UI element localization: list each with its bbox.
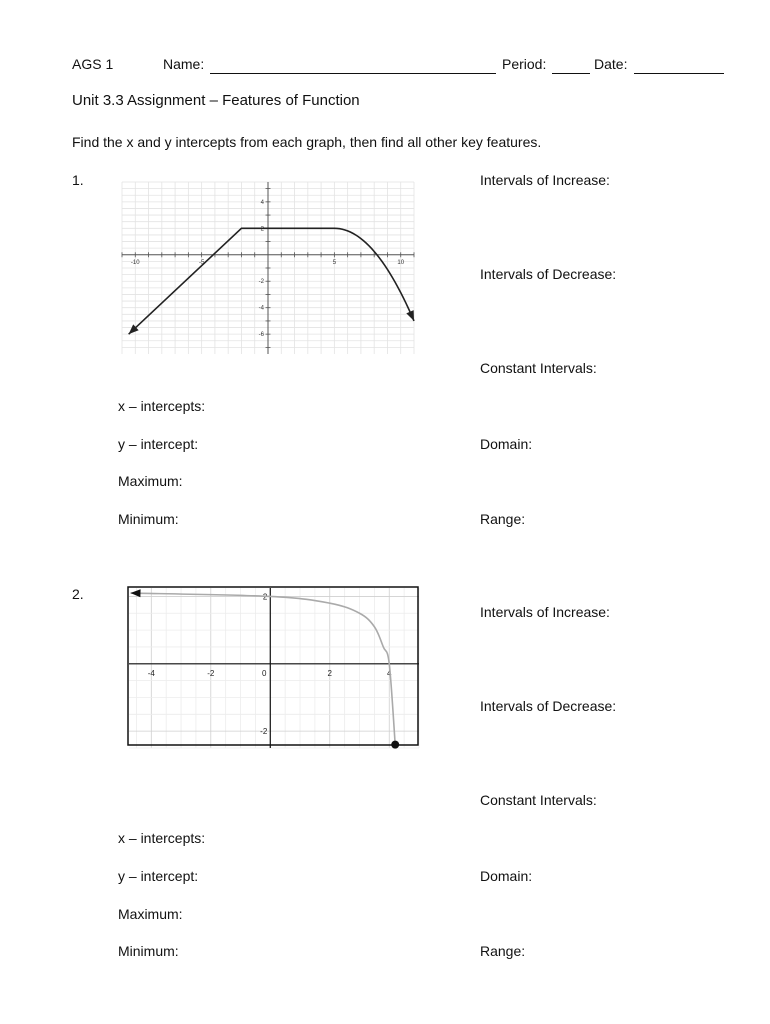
problem-2-maximum-label: Maximum: <box>118 906 183 922</box>
problem-2-range-label: Range: <box>480 943 526 959</box>
name-label: Name: <box>163 56 205 72</box>
problem-2-graph <box>126 585 422 751</box>
graph-1-arrows <box>129 310 414 334</box>
x-tick-label: -4 <box>147 668 155 678</box>
page-title: Unit 3.3 Assignment – Features of Function <box>72 92 360 109</box>
x-tick-label: 5 <box>332 259 337 266</box>
x-tick-label: 10 <box>397 259 405 266</box>
x-tick-label: -10 <box>130 259 140 266</box>
problem-1-minimum-label: Minimum: <box>118 511 179 527</box>
problem-2-y-intercept-label: y – intercept: <box>118 868 199 884</box>
y-tick-label: 4 <box>260 199 264 206</box>
x-tick-label: 4 <box>387 668 392 678</box>
closed-endpoint <box>391 741 399 749</box>
problem-2-constant-label: Constant Intervals: <box>480 792 597 808</box>
problem-1-y-intercept-label: y – intercept: <box>118 436 199 452</box>
y-tick-label: -4 <box>258 305 264 312</box>
problem-1-x-intercepts-label: x – intercepts: <box>118 398 206 414</box>
x-tick-label: -5 <box>198 259 205 266</box>
name-blank[interactable] <box>210 56 496 74</box>
problem-1-constant-label: Constant Intervals: <box>480 360 597 376</box>
period-blank[interactable] <box>552 56 590 74</box>
y-tick-label: -6 <box>258 332 264 339</box>
problem-1-range-label: Range: <box>480 511 526 527</box>
header <box>72 56 732 78</box>
x-tick-label: -2 <box>207 668 215 678</box>
graph-2-grid <box>129 588 419 748</box>
problem-2-x-intercepts-label: x – intercepts: <box>118 830 206 846</box>
problem-1-decrease-label: Intervals of Decrease: <box>480 266 617 282</box>
course-label: AGS 1 <box>72 56 114 72</box>
y-tick-label: 2 <box>260 226 264 233</box>
problem-1-domain-label: Domain: <box>480 436 533 452</box>
problem-1-number: 1. <box>72 172 84 188</box>
graph-2-axes <box>129 588 419 748</box>
problem-1-graph <box>118 178 418 358</box>
problem-2-number: 2. <box>72 586 84 602</box>
problem-2-increase-label: Intervals of Increase: <box>480 604 610 620</box>
problem-1-maximum-label: Maximum: <box>118 473 183 489</box>
y-tick-label: -2 <box>260 727 268 737</box>
x-tick-label: 2 <box>327 668 332 678</box>
right-arrow <box>406 310 414 321</box>
problem-2-minimum-label: Minimum: <box>118 943 179 959</box>
problem-1-increase-label: Intervals of Increase: <box>480 172 610 188</box>
problem-2-decrease-label: Intervals of Decrease: <box>480 698 617 714</box>
date-blank[interactable] <box>634 56 724 74</box>
instructions: Find the x and y intercepts from each graph, then find all other key features. <box>72 134 542 150</box>
y-tick-label: -2 <box>258 279 264 286</box>
problem-2-domain-label: Domain: <box>480 868 533 884</box>
x-tick-label: 0 <box>262 668 267 678</box>
y-tick-label: 2 <box>262 592 268 602</box>
date-label: Date: <box>594 56 628 72</box>
period-label: Period: <box>502 56 547 72</box>
